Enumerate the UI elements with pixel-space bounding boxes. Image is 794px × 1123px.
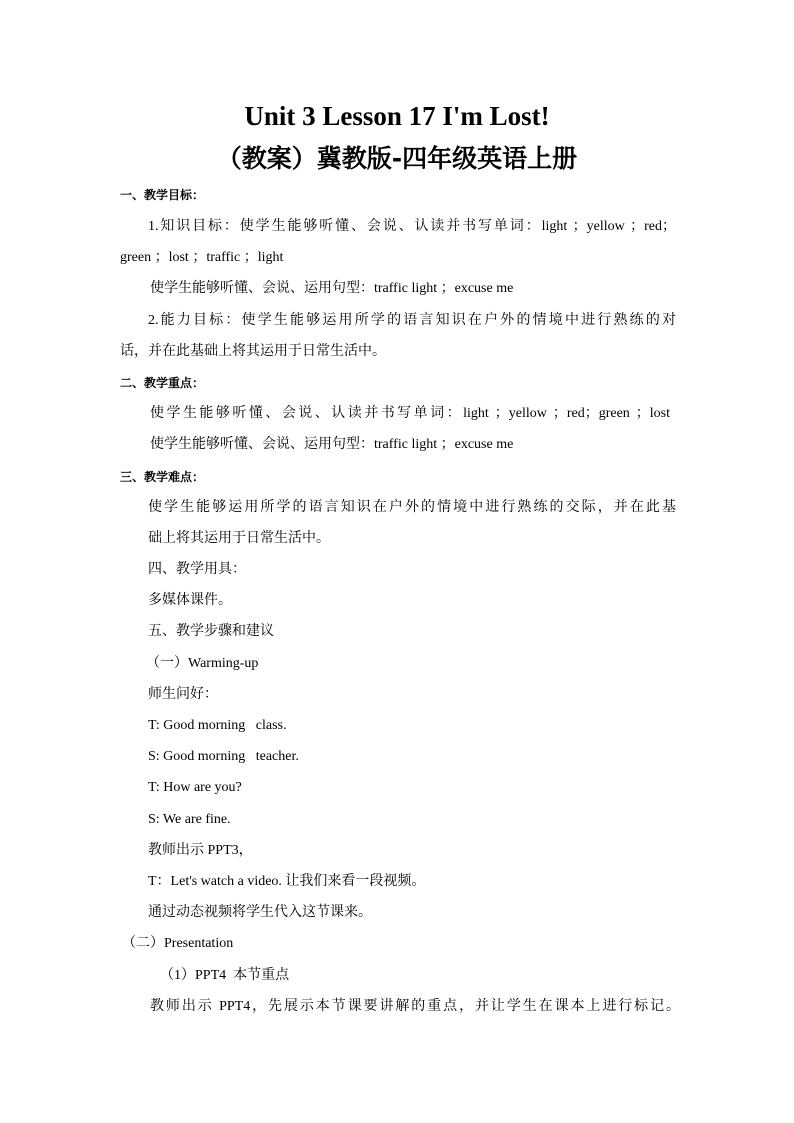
ppt3-line: 教师出示 PPT3， — [148, 843, 253, 858]
tools-heading: 四、教学用具： — [148, 562, 246, 577]
key-point2: 使学生能够听懂、会说、运用句型：traffic light ；excuse me — [150, 437, 514, 452]
dialog-line: T: How are you? — [148, 780, 242, 795]
key-point1: 使学生能够听懂、会说、认读并书写单词：light ；yellow ；red；green ；lost — [150, 406, 670, 421]
difficulty-line1: 使学生能够运用所学的语言知识在户外的情境中进行熟练的交际，并在此基 — [148, 500, 676, 515]
difficulty-line2: 础上将其运用于日常生活中。 — [148, 531, 330, 546]
document-title: Unit 3 Lesson 17 I'm Lost! — [244, 101, 550, 131]
document-subtitle: （教案）冀教版-四年级英语上册 — [216, 144, 578, 173]
objective1-line3: 使学生能够听懂、会说、运用句型：traffic light ；excuse me — [150, 281, 514, 296]
ppt4-content: 教师出示 PPT4，先展示本节课要讲解的重点，并让学生在课本上进行标记。 — [150, 999, 680, 1014]
video-line: T：Let's watch a video. 让我们来看一段视频。 — [148, 874, 426, 889]
video-purpose: 通过动态视频将学生代入这节课来。 — [148, 905, 372, 920]
key-points-heading: 二、教学重点： — [120, 376, 205, 390]
tools-content: 多媒体课件。 — [148, 593, 232, 608]
presentation-heading: （二）Presentation — [122, 936, 234, 951]
objective1-line1: 1.知识目标：使学生能够听懂、会说、认读并书写单词：light ；yellow ；red； — [148, 219, 676, 234]
warmup-heading: （一）Warming-up — [146, 656, 259, 671]
difficulties-heading: 三、教学难点： — [120, 470, 205, 484]
greeting-label: 师生问好： — [148, 687, 218, 702]
objective2-line2: 话，并在此基础上将其运用于日常生活中。 — [120, 344, 386, 359]
dialog-line: T: Good morning class. — [148, 718, 287, 733]
dialog-line: S: We are fine. — [148, 812, 231, 827]
steps-heading: 五、教学步骤和建议 — [148, 624, 274, 639]
ppt4-heading: （1）PPT4 本节重点 — [160, 968, 290, 983]
objective2-line1: 2.能力目标：使学生能够运用所学的语言知识在户外的情境中进行熟练的对 — [148, 313, 676, 328]
objectives-heading: 一、教学目标： — [120, 188, 205, 202]
objective1-line2: green ；lost ；traffic ；light — [120, 250, 284, 265]
dialog-line: S: Good morning teacher. — [148, 749, 299, 764]
